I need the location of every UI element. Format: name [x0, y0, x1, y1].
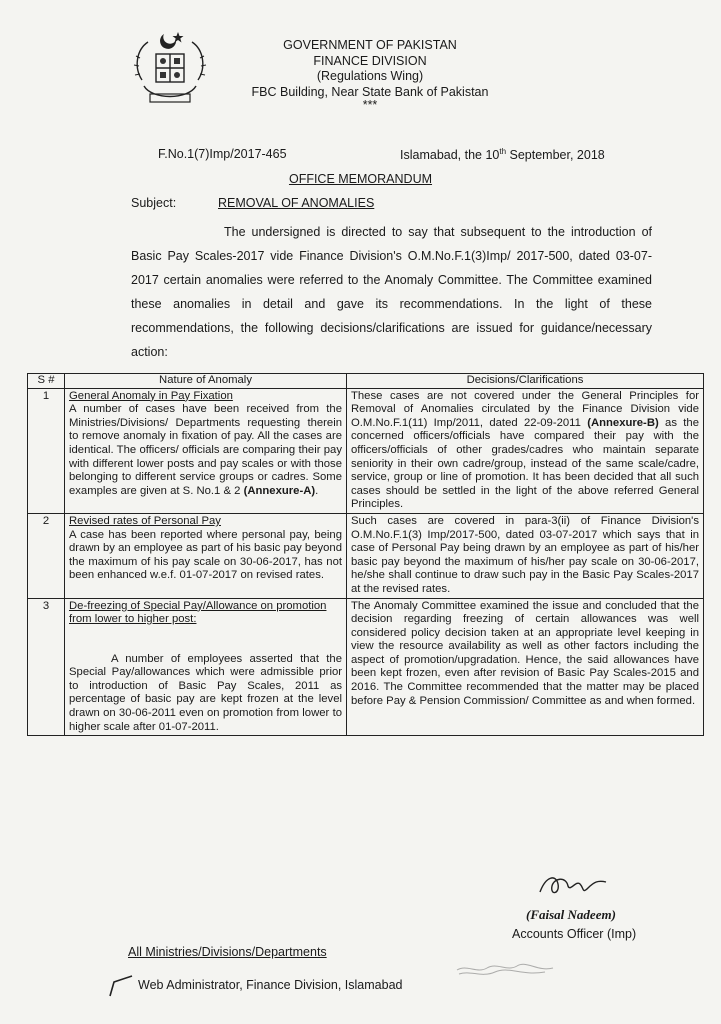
anomaly-title: Revised rates of Personal Pay [69, 514, 221, 527]
file-number: F.No.1(7)Imp/2017-465 [158, 147, 287, 161]
row-nature [65, 598, 347, 736]
signature-icon [532, 870, 612, 900]
anomalies-table [27, 373, 704, 736]
addressee: All Ministries/Divisions/Departments [128, 945, 327, 959]
col-header-sno: S # [28, 374, 65, 389]
signatory-name: (Faisal Nadeem) [526, 907, 616, 922]
row-nature [65, 388, 347, 513]
copy-to: Web Administrator, Finance Division, Islamabad [138, 978, 403, 992]
anomaly-title: De-freezing of Special Pay/Allowance on promotion from lower to higher post: [69, 599, 327, 626]
issue-date [400, 147, 605, 162]
date-prefix: Islamabad, the 10 [400, 148, 500, 163]
letterhead-wing: (Regulations Wing) [316, 69, 424, 83]
row-sno: 1 [28, 388, 65, 513]
date-suffix: September, 2018 [506, 148, 605, 163]
anomaly-description: A case has been reported where personal pay, being drawn by an employee as part of his basic pay beyond the maximum of his pay scale on 30-06-2017, has not been enhanced w.e.f. 01-07-2017 on revised rates. [69, 528, 342, 582]
letterhead-stars: *** [362, 98, 378, 112]
date-superscript: th [499, 147, 507, 156]
row-sno: 3 [28, 598, 65, 736]
signatory-designation: Accounts Officer (Imp) [512, 927, 637, 941]
table-row [28, 513, 704, 598]
row-decision: The Anomaly Committee examined the issue and concluded that the decision regarding freezing of certain allowances was well considered policy decision taken at an appropriate level keeping in view the resource availability as well as other factors including the aspect of promotion/upgradation. Hence, the said allowances have been kept frozen, even after revision of Basic Pay Scales-2015 and 2016. The Committee recommended that the matter may be placed before Pay & Pension Commission/ Committee as and when formed. [347, 598, 704, 736]
stamp-icon [455, 958, 555, 980]
intro-paragraph: The undersigned is directed to say that subsequent to the introduction of Basic Pay Scales-2017 vide Finance Division's O.M.No.F.1(3)Imp/ 2017-500, dated 03-07-2017 certain anomalies were referred to the Anomaly Committee. The Committee examined these anomalies in detail and gave its recommendations. In the light of these recommendations, the following decisions/clarifications are issued for guidance/necessary action: [131, 225, 652, 359]
letterhead-government: GOVERNMENT OF PAKISTAN [283, 38, 457, 52]
row-sno: 2 [28, 513, 65, 598]
letterhead-address: FBC Building, Near State Bank of Pakistan [251, 84, 489, 99]
document-title-text: OFFICE MEMORANDUM [288, 172, 433, 186]
decision-text-a: These cases are not covered under the General Principles for Removal of Anomalies circulated by the Finance Division vide O.M.No.F.1(11) Imp/2011, dated 22-09-2011 [351, 389, 699, 429]
row-decision [347, 388, 704, 513]
document-title [0, 172, 721, 186]
col-header-nature: Nature of Anomaly [65, 374, 347, 389]
letterhead [220, 38, 520, 110]
decision-text-b: as the concerned officers/officials have compared their pay with the officers/officials of other grades/cadres who maintain separate seniority in their own cadre/group, instead of the same scale/cadre, service, group or line of promotion. It has been decided that all such cases should be settled in the light of the above referred General Principles. [351, 416, 699, 511]
row-nature [65, 513, 347, 598]
anomaly-description: A number of cases have been received from the Ministries/Divisions/ Departments requesting therein to remove anomaly in fixation of pay. All the cases are identical. The officers/ officials are comparing their pay with different lower posts and pay scales or with those belonging to different service groups or cadres. Some examples are given at S. No.1 & 2 [69, 403, 342, 497]
col-header-decision: Decisions/Clarifications [347, 374, 704, 389]
tick-mark-icon [106, 970, 136, 1000]
anomaly-title: General Anomaly in Pay Fixation [69, 389, 233, 402]
row-decision: Such cases are covered in para-3(ii) of Finance Division's O.M.No.F.1(3) Imp/2017-500, dated 03-07-2017 which says that in case of Personal Pay being drawn by an employee as part of his/her basic pay beyond the maximum of his/her pay scale on 30-06-2017, he/she shall continue to draw such pay in the Basic Pay Scales-2017 at the revised rates. [347, 513, 704, 598]
state-emblem-icon [128, 28, 212, 112]
annexure-ref: (Annexure-A) [243, 484, 316, 497]
anomaly-description: A number of employees asserted that the Special Pay/allowances which were admissible prior to introduction of Basic Pay Scales, 2011 as percentage of basic pay are kept frozen at the level drawn on 30-06-2011 even on promotion from lower to higher scale after 01-07-2011. [69, 652, 342, 733]
annexure-ref: (Annexure-B) [587, 416, 659, 429]
subject-text: REMOVAL OF ANOMALIES [218, 196, 375, 210]
table-header-row [28, 374, 704, 389]
table-row [28, 598, 704, 736]
subject-label: Subject: [131, 196, 177, 210]
anomaly-description-end: . [315, 484, 319, 497]
table-row [28, 388, 704, 513]
letterhead-division: FINANCE DIVISION [313, 53, 427, 68]
